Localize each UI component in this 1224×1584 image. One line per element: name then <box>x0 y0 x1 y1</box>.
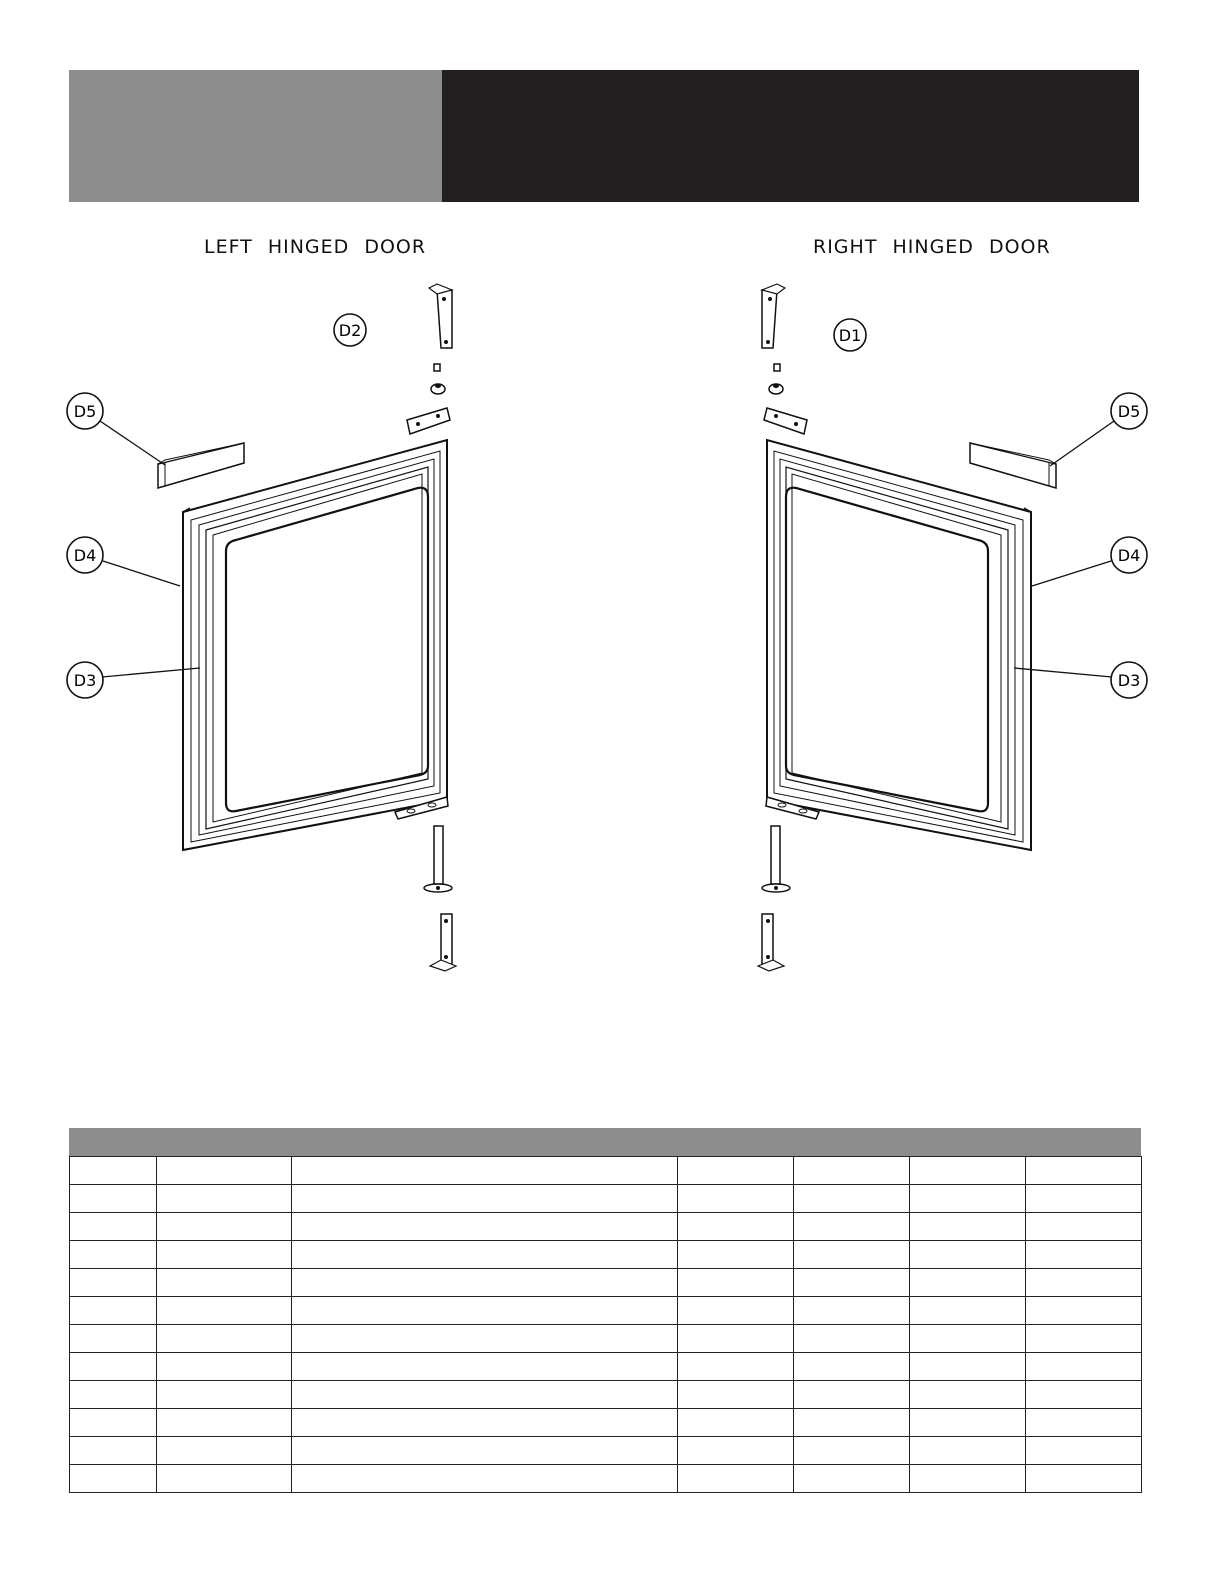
table-cell <box>910 1465 1026 1493</box>
table-cell <box>157 1241 292 1269</box>
table-cell <box>292 1325 678 1353</box>
table-row <box>70 1409 1142 1437</box>
table-cell <box>292 1185 678 1213</box>
table-cell <box>794 1241 910 1269</box>
table-cell <box>678 1353 794 1381</box>
table-row <box>70 1297 1142 1325</box>
right-door-panel <box>767 440 1031 850</box>
table-cell <box>910 1185 1026 1213</box>
table-cell <box>678 1241 794 1269</box>
table-cell <box>292 1269 678 1297</box>
table-cell <box>1026 1157 1142 1185</box>
table-cell <box>910 1325 1026 1353</box>
table-cell <box>910 1409 1026 1437</box>
table-cell <box>1026 1437 1142 1465</box>
table-cell <box>794 1157 910 1185</box>
table-cell <box>292 1381 678 1409</box>
table-cell <box>1026 1241 1142 1269</box>
table-cell <box>910 1297 1026 1325</box>
table-row <box>70 1325 1142 1353</box>
table-cell <box>292 1437 678 1465</box>
callout-d2 <box>334 314 366 346</box>
table-cell <box>292 1409 678 1437</box>
callout-d5-right-label: D5 <box>1117 402 1141 421</box>
callout-d5-right <box>1111 393 1147 429</box>
table-cell <box>1026 1213 1142 1241</box>
callout-d4-right-label: D4 <box>1117 546 1141 565</box>
table-cell <box>678 1297 794 1325</box>
table-cell <box>70 1381 157 1409</box>
table-cell <box>794 1409 910 1437</box>
table-cell <box>794 1185 910 1213</box>
callout-d2-label: D2 <box>338 321 362 340</box>
table-cell <box>910 1381 1026 1409</box>
table-cell <box>678 1409 794 1437</box>
table-cell <box>292 1213 678 1241</box>
callout-d3-left-label: D3 <box>73 671 97 690</box>
table-cell <box>910 1157 1026 1185</box>
table-cell <box>292 1465 678 1493</box>
table-cell <box>910 1269 1026 1297</box>
table-cell <box>794 1381 910 1409</box>
callout-d5-left <box>67 393 103 429</box>
table-cell <box>910 1241 1026 1269</box>
table-cell <box>157 1297 292 1325</box>
callout-d5-left-label: D5 <box>73 402 97 421</box>
table-cell <box>794 1325 910 1353</box>
table-cell <box>157 1381 292 1409</box>
left-door-panel <box>183 440 447 850</box>
table-cell <box>678 1465 794 1493</box>
callout-d1 <box>834 319 866 351</box>
table-cell <box>1026 1325 1142 1353</box>
table-cell <box>678 1185 794 1213</box>
table-cell <box>794 1269 910 1297</box>
right-door-assembly <box>758 284 1056 971</box>
table-row <box>70 1381 1142 1409</box>
table-cell <box>70 1437 157 1465</box>
parts-table <box>69 1156 1142 1493</box>
table-cell <box>70 1185 157 1213</box>
table-row <box>70 1213 1142 1241</box>
table-row <box>70 1185 1142 1213</box>
table-cell <box>1026 1381 1142 1409</box>
callout-d1-label: D1 <box>838 326 862 345</box>
table-cell <box>678 1381 794 1409</box>
left-magnet-rail <box>158 443 244 488</box>
left-door-assembly <box>158 284 456 971</box>
parts-table-header-band <box>69 1128 1141 1156</box>
table-cell <box>70 1241 157 1269</box>
table-row <box>70 1353 1142 1381</box>
table-cell <box>70 1297 157 1325</box>
table-cell <box>794 1353 910 1381</box>
table-cell <box>678 1157 794 1185</box>
callout-d3-left <box>67 662 103 698</box>
table-cell <box>292 1157 678 1185</box>
table-cell <box>157 1353 292 1381</box>
table-cell <box>157 1409 292 1437</box>
table-cell <box>70 1213 157 1241</box>
table-cell <box>70 1465 157 1493</box>
table-row <box>70 1241 1142 1269</box>
table-cell <box>910 1353 1026 1381</box>
left-hinged-door-title: LEFT HINGED DOOR <box>204 236 427 258</box>
table-cell <box>794 1213 910 1241</box>
callout-d3-right-label: D3 <box>1117 671 1141 690</box>
table-row <box>70 1465 1142 1493</box>
callout-d4-left-label: D4 <box>73 546 97 565</box>
table-row <box>70 1269 1142 1297</box>
table-cell <box>157 1437 292 1465</box>
table-cell <box>1026 1353 1142 1381</box>
table-row <box>70 1437 1142 1465</box>
table-cell <box>794 1437 910 1465</box>
table-cell <box>1026 1297 1142 1325</box>
table-cell <box>794 1465 910 1493</box>
table-cell <box>157 1269 292 1297</box>
table-cell <box>157 1185 292 1213</box>
table-cell <box>70 1269 157 1297</box>
table-cell <box>1026 1465 1142 1493</box>
table-cell <box>678 1437 794 1465</box>
table-cell <box>70 1325 157 1353</box>
table-cell <box>910 1213 1026 1241</box>
table-cell <box>678 1213 794 1241</box>
table-cell <box>292 1297 678 1325</box>
table-cell <box>157 1157 292 1185</box>
table-cell <box>157 1213 292 1241</box>
table-cell <box>1026 1269 1142 1297</box>
table-cell <box>678 1325 794 1353</box>
table-cell <box>157 1465 292 1493</box>
callout-d4-right <box>1111 537 1147 573</box>
callout-d3-right <box>1111 662 1147 698</box>
callout-d4-left <box>67 537 103 573</box>
table-cell <box>70 1157 157 1185</box>
table-cell <box>1026 1185 1142 1213</box>
table-cell <box>1026 1409 1142 1437</box>
table-cell <box>794 1297 910 1325</box>
right-hinged-door-title: RIGHT HINGED DOOR <box>813 236 1051 258</box>
table-cell <box>678 1269 794 1297</box>
table-row <box>70 1157 1142 1185</box>
table-cell <box>292 1353 678 1381</box>
table-cell <box>70 1409 157 1437</box>
table-cell <box>910 1437 1026 1465</box>
table-cell <box>157 1325 292 1353</box>
right-magnet-rail <box>970 443 1056 488</box>
table-cell <box>292 1241 678 1269</box>
table-cell <box>70 1353 157 1381</box>
